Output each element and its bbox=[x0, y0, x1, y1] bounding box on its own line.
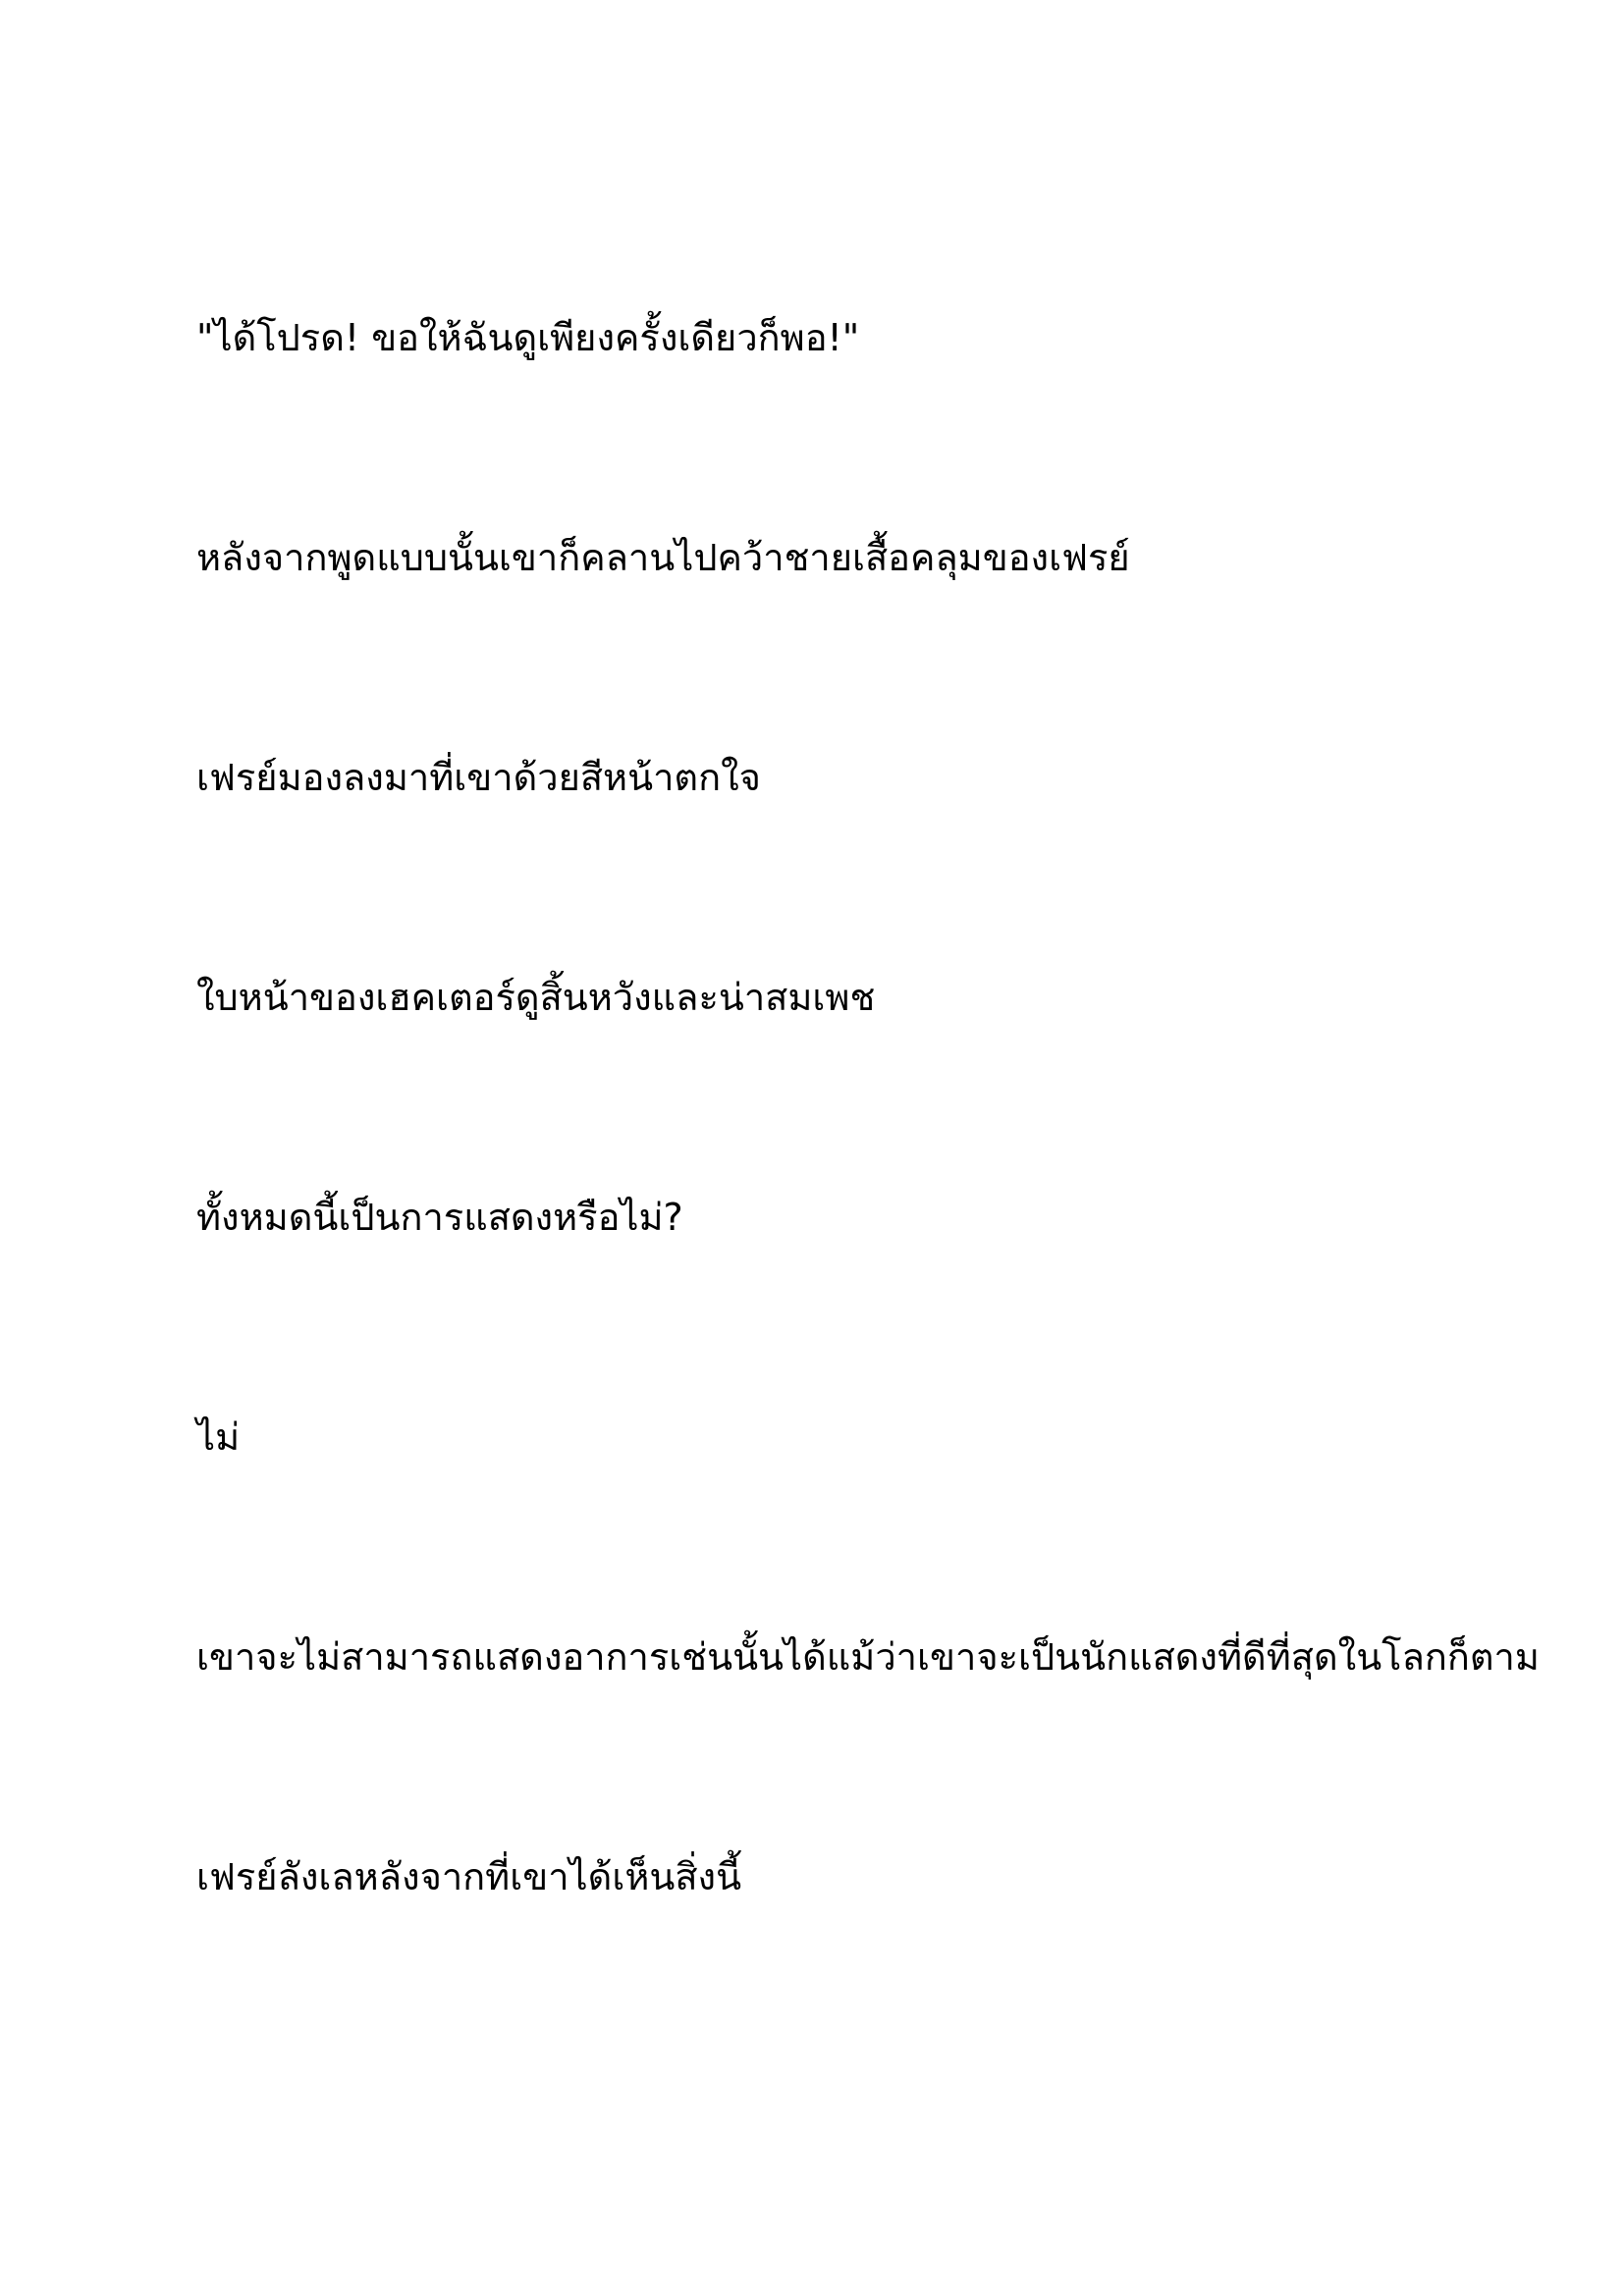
paragraph-5: ทั้งหมดนี้เป็นการแสดงหรือไม่? bbox=[196, 1196, 683, 1239]
paragraph-2: หลังจากพูดแบบนั้นเขาก็คลานไปคว้าชายเสื้อคลุมของเฟรย์ bbox=[196, 536, 1130, 579]
paragraph-3: เฟรย์มองลงมาที่เขาด้วยสีหน้าตกใจ bbox=[196, 756, 761, 799]
paragraph-8: เฟรย์ลังเลหลังจากที่เขาได้เห็นสิ่งนี้ bbox=[196, 1855, 742, 1898]
paragraph-1: "ได้โปรด! ขอให้ฉันดูเพียงครั้งเดียวก็พอ!" bbox=[196, 316, 860, 359]
paragraph-6: ไม่ bbox=[196, 1415, 241, 1459]
paragraph-7: เขาจะไม่สามารถแสดงอาการเช่นนั้นได้แม้ว่าเขาจะเป็นนักแสดงที่ดีที่สุดในโลกก็ตาม bbox=[196, 1635, 1540, 1679]
paragraph-4: ใบหน้าของเฮคเตอร์ดูสิ้นหวังและน่าสมเพช bbox=[196, 976, 876, 1019]
